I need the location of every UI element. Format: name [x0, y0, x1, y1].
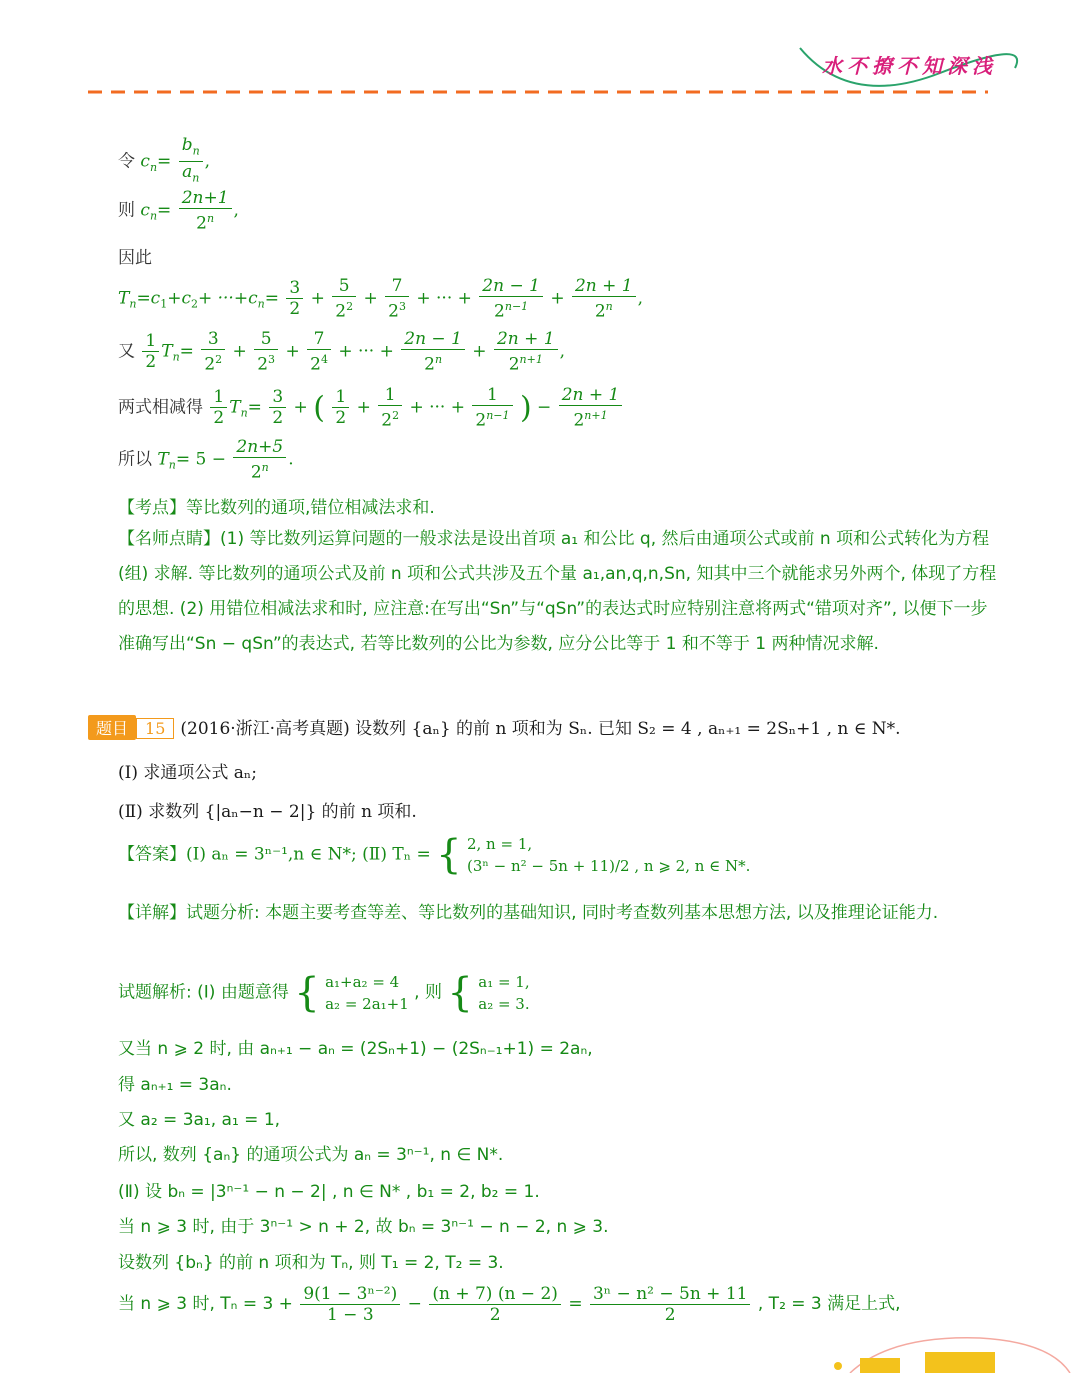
answer-part1: (Ⅰ) aₙ = 3ⁿ⁻¹,n ∈ N*; (Ⅱ) Tₙ = — [186, 844, 431, 865]
detail-analysis-text: 试题分析: 本题主要考查等差、等比数列的基础知识, 同时考查数列基本思想方法, 以及推理论证能力. — [186, 903, 939, 923]
detail-step1: 试题解析: (Ⅰ) 由题意得 { a₁+a₂ = 4 a₂ = 2a₁+1 , 则 { a₁ = 1, a₂ = 3. — [118, 970, 530, 1016]
header-motto: 水不撩不知深浅 — [822, 54, 997, 78]
mingshi-text: (1) 等比数列运算问题的一般求法是设出首项 a₁ 和公比 q, 然后由通项公式或前 n 项和公式转化为方程 (组) 求解. 等比数列的通项公式及前 n 项和公式共涉及五个量 a₁,an,q,n,Sn, 知其中三个就能求另外两个, 体现了方程的思想. (2) 用错位相减法求和时, 应注意:在写出“Sn”与“qSn”的表达式时应特别注意将两式“错项对齐”, 以便下一步准确写出“Sn − qSn”的表达式, 若等比数列的公比为参数, 应分公比等于 1 和不等于 1 两种情况求解. — [118, 529, 997, 654]
question-part2: (Ⅱ) 求数列 {|aₙ−n − 2|} 的前 n 项和. — [118, 802, 417, 822]
question-text: (2016·浙江·高考真题) 设数列 {aₙ} 的前 n 项和为 Sₙ. 已知 S₂ = 4 , aₙ₊₁ = 2Sₙ+1 , n ∈ N*. — [180, 719, 901, 739]
line-subtract: 两式相减得 $\frac{1}{2}$ $T_n=$ $\frac{3}{2}$ + ( $\frac{1}{2}$ + $\frac{1}{2^2}$ + ··· + $\frac{1}{2^{n-1}}$ ) − $\frac{2n + 1}{2^{n+1}}$ — [118, 385, 624, 431]
line-tn-sum: $T_n=c_1+c_2+ \cdot\cdot\cdot+c_n=$ $\frac{3}{2}$ + $\frac{5}{2^2}$ + $\frac{7}{2^3}$ + ··· + $\frac{2n - 1}{2^{n-1}}$ + $\frac{2n + 1}{2^n}$ , — [118, 276, 644, 322]
line-therefore: 因此 — [118, 248, 152, 268]
detail-step7: 当 n ⩾ 3 时, 由于 3ⁿ⁻¹ > n + 2, 故 bₙ = 3ⁿ⁻¹ − n − 2, n ⩾ 3. — [118, 1217, 609, 1237]
detail-step8: 设数列 {bₙ} 的前 n 项和为 Tₙ, 则 T₁ = 2, T₂ = 3. — [118, 1253, 504, 1273]
detail-analysis — [118, 896, 998, 930]
kaodian-tag: 【考点】 — [118, 498, 186, 518]
line-let-cn: 令 $c_n=$ $\frac{b_n}{a_n}$ , — [118, 135, 211, 185]
line-result-tn: 所以 $T_n= 5$ − $\frac{2n+5}{2^n}$ . — [118, 437, 294, 483]
detail-step3: 得 aₙ₊₁ = 3aₙ. — [118, 1075, 232, 1095]
question-number: 15 — [136, 718, 174, 739]
answer-case1: 2, n = 1, — [466, 835, 533, 853]
detail-step5: 所以, 数列 {aₙ} 的通项公式为 aₙ = 3ⁿ⁻¹, n ∈ N*. — [118, 1145, 504, 1165]
detail-tag: 【详解】 — [118, 903, 186, 923]
answer-case2: (3ⁿ − n² − 5n + 11)/2 , n ⩾ 2, n ∈ N*. — [466, 857, 751, 875]
detail-step9: 当 n ⩾ 3 时, Tₙ = 3 + $\frac{\text{9(1 − 3ⁿ⁻²)}}{1 - 3}$ − $\frac{(n + 7) (n - 2)}{2}$ = $\frac{\text{3ⁿ − n² − 5n + 11}}{2}$ , T₂ = 3 满足上式, — [118, 1284, 901, 1325]
line-half-tn: 又 $\frac{1}{2}$ $T_n=$ $\frac{3}{2^2}$ + $\frac{5}{2^3}$ + $\frac{7}{2^4}$ + ··· + $\frac{2n - 1}{2^n}$ + $\frac{2n + 1}{2^{n+1}}$ , — [118, 329, 566, 375]
answer-line: 【答案】(Ⅰ) aₙ = 3ⁿ⁻¹,n ∈ N*; (Ⅱ) Tₙ = { 2, n = 1, (3ⁿ − n² − 5n + 11)/2 , n ⩾ 2, n ∈ N*. — [118, 832, 751, 878]
kaodian-text: 等比数列的通项,错位相减法求和. — [186, 498, 435, 518]
header-dashed-divider — [88, 90, 988, 94]
question-badge: 题目 — [88, 715, 136, 740]
corner-decoration — [830, 1330, 1080, 1373]
kaodian-note — [118, 493, 435, 518]
detail-step2: 又当 n ⩾ 2 时, 由 aₙ₊₁ − aₙ = (2Sₙ+1) − (2Sₙ₋₁+1) = 2aₙ, — [118, 1039, 593, 1059]
detail-step4: 又 a₂ = 3a₁, a₁ = 1, — [118, 1110, 281, 1130]
line-then-cn: 则 $c_n=$ $\frac{2n+1}{2^n}$ , — [118, 188, 239, 234]
answer-tag: 【答案】 — [118, 844, 186, 865]
mingshi-note — [118, 522, 998, 662]
question-part1: (Ⅰ) 求通项公式 aₙ; — [118, 763, 258, 783]
detail-step6: (Ⅱ) 设 bₙ = |3ⁿ⁻¹ − n − 2| , n ∈ N* , b₁ = 2, b₂ = 1. — [118, 1182, 540, 1202]
mingshi-tag: 【名师点睛】 — [118, 529, 220, 549]
question-header — [88, 714, 901, 740]
